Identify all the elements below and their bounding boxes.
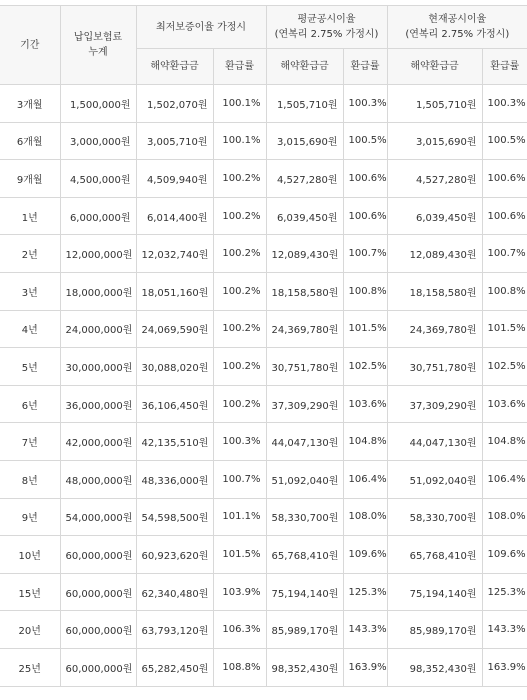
- cell-period: 9개월: [0, 160, 60, 198]
- cell-cur-amount: 37,309,290원: [387, 385, 482, 423]
- table-row: [0, 460, 527, 498]
- header-cur-line1: 현재공시이율: [428, 14, 487, 25]
- header-paid-line2: 누계: [88, 47, 108, 58]
- cell-paid: 54,000,000원: [60, 498, 136, 536]
- table-row: [0, 423, 527, 461]
- table-row: [0, 348, 527, 386]
- cell-cur-rate: 100.8%: [482, 272, 527, 310]
- cell-paid: 60,000,000원: [60, 611, 136, 649]
- header-avg-line2: (연복리 2.75% 가정시): [274, 29, 379, 40]
- cell-min-rate: 101.1%: [213, 498, 266, 536]
- header-paid-premium: [60, 6, 136, 85]
- cell-period: 7년: [0, 423, 60, 461]
- cell-cur-amount: 4,527,280원: [387, 160, 482, 198]
- table-row: [0, 160, 527, 198]
- header-group-min-guarantee: 최저보증이율 가정시: [136, 6, 266, 49]
- cell-min-rate: 106.3%: [213, 611, 266, 649]
- cell-avg-rate: 108.0%: [343, 498, 387, 536]
- cell-avg-rate: 100.8%: [343, 272, 387, 310]
- cell-paid: 12,000,000원: [60, 235, 136, 273]
- cell-avg-rate: 109.6%: [343, 536, 387, 574]
- header-avg-refund-rate: 환급률: [343, 49, 387, 85]
- cell-avg-rate: 100.6%: [343, 160, 387, 198]
- cell-period: 3년: [0, 272, 60, 310]
- cell-min-amount: 3,005,710원: [136, 122, 213, 160]
- refund-table: [0, 5, 527, 687]
- cell-avg-rate: 106.4%: [343, 460, 387, 498]
- table-row: [0, 573, 527, 611]
- cell-avg-rate: 102.5%: [343, 348, 387, 386]
- cell-avg-amount: 65,768,410원: [266, 536, 343, 574]
- cell-cur-rate: 101.5%: [482, 310, 527, 348]
- cell-min-amount: 63,793,120원: [136, 611, 213, 649]
- cell-avg-rate: 100.6%: [343, 197, 387, 235]
- cell-cur-rate: 100.3%: [482, 85, 527, 123]
- cell-cur-rate: 100.6%: [482, 160, 527, 198]
- cell-avg-amount: 30,751,780원: [266, 348, 343, 386]
- header-cur-refund-rate: 환급률: [482, 49, 527, 85]
- cell-avg-rate: 125.3%: [343, 573, 387, 611]
- cell-avg-amount: 3,015,690원: [266, 122, 343, 160]
- cell-avg-amount: 18,158,580원: [266, 272, 343, 310]
- cell-min-amount: 48,336,000원: [136, 460, 213, 498]
- cell-min-rate: 108.8%: [213, 648, 266, 686]
- cell-cur-amount: 12,089,430원: [387, 235, 482, 273]
- cell-avg-amount: 51,092,040원: [266, 460, 343, 498]
- cell-avg-amount: 1,505,710원: [266, 85, 343, 123]
- table-row: [0, 310, 527, 348]
- cell-cur-amount: 1,505,710원: [387, 85, 482, 123]
- table-header: [0, 6, 527, 85]
- cell-min-amount: 65,282,450원: [136, 648, 213, 686]
- cell-min-rate: 100.2%: [213, 160, 266, 198]
- cell-avg-rate: 100.7%: [343, 235, 387, 273]
- cell-cur-amount: 98,352,430원: [387, 648, 482, 686]
- header-min-refund-amount: 해약환급금: [136, 49, 213, 85]
- cell-period: 10년: [0, 536, 60, 574]
- cell-min-amount: 12,032,740원: [136, 235, 213, 273]
- cell-cur-amount: 44,047,130원: [387, 423, 482, 461]
- cell-cur-amount: 65,768,410원: [387, 536, 482, 574]
- cell-cur-rate: 102.5%: [482, 348, 527, 386]
- cell-avg-rate: 104.8%: [343, 423, 387, 461]
- cell-period: 15년: [0, 573, 60, 611]
- cell-min-rate: 100.2%: [213, 310, 266, 348]
- cell-period: 4년: [0, 310, 60, 348]
- cell-paid: 48,000,000원: [60, 460, 136, 498]
- cell-min-amount: 60,923,620원: [136, 536, 213, 574]
- cell-cur-rate: 100.7%: [482, 235, 527, 273]
- header-avg-line1: 평균공시이율: [297, 14, 356, 25]
- cell-paid: 36,000,000원: [60, 385, 136, 423]
- cell-cur-rate: 100.6%: [482, 197, 527, 235]
- cell-avg-rate: 100.3%: [343, 85, 387, 123]
- cell-min-amount: 36,106,450원: [136, 385, 213, 423]
- cell-period: 2년: [0, 235, 60, 273]
- cell-avg-amount: 98,352,430원: [266, 648, 343, 686]
- cell-cur-amount: 85,989,170원: [387, 611, 482, 649]
- cell-min-amount: 54,598,500원: [136, 498, 213, 536]
- cell-min-rate: 100.2%: [213, 197, 266, 235]
- cell-period: 8년: [0, 460, 60, 498]
- cell-period: 5년: [0, 348, 60, 386]
- cell-cur-rate: 103.6%: [482, 385, 527, 423]
- cell-cur-rate: 106.4%: [482, 460, 527, 498]
- header-group-avg-rate: [266, 6, 387, 49]
- table-row: [0, 385, 527, 423]
- cell-cur-amount: 30,751,780원: [387, 348, 482, 386]
- cell-min-amount: 6,014,400원: [136, 197, 213, 235]
- cell-cur-rate: 109.6%: [482, 536, 527, 574]
- header-cur-line2: (연복리 2.75% 가정시): [405, 29, 510, 40]
- cell-paid: 60,000,000원: [60, 573, 136, 611]
- table-body: [0, 85, 527, 687]
- cell-paid: 24,000,000원: [60, 310, 136, 348]
- cell-min-rate: 100.2%: [213, 385, 266, 423]
- header-cur-refund-amount: 해약환급금: [387, 49, 482, 85]
- cell-period: 6개월: [0, 122, 60, 160]
- cell-period: 20년: [0, 611, 60, 649]
- cell-period: 9년: [0, 498, 60, 536]
- cell-paid: 3,000,000원: [60, 122, 136, 160]
- cell-paid: 60,000,000원: [60, 648, 136, 686]
- cell-period: 3개월: [0, 85, 60, 123]
- cell-min-rate: 103.9%: [213, 573, 266, 611]
- cell-min-amount: 42,135,510원: [136, 423, 213, 461]
- table-row: [0, 235, 527, 273]
- cell-min-amount: 24,069,590원: [136, 310, 213, 348]
- cell-cur-amount: 18,158,580원: [387, 272, 482, 310]
- cell-min-rate: 100.1%: [213, 85, 266, 123]
- cell-cur-amount: 3,015,690원: [387, 122, 482, 160]
- table-row: [0, 611, 527, 649]
- cell-avg-rate: 101.5%: [343, 310, 387, 348]
- cell-period: 25년: [0, 648, 60, 686]
- header-min-refund-rate: 환급률: [213, 49, 266, 85]
- header-group-current-rate: [387, 6, 527, 49]
- table-row: [0, 536, 527, 574]
- table-row: [0, 122, 527, 160]
- cell-avg-amount: 58,330,700원: [266, 498, 343, 536]
- cell-min-rate: 100.2%: [213, 235, 266, 273]
- cell-avg-rate: 103.6%: [343, 385, 387, 423]
- cell-cur-rate: 143.3%: [482, 611, 527, 649]
- cell-avg-amount: 12,089,430원: [266, 235, 343, 273]
- cell-min-amount: 1,502,070원: [136, 85, 213, 123]
- cell-min-rate: 100.3%: [213, 423, 266, 461]
- cell-min-amount: 4,509,940원: [136, 160, 213, 198]
- cell-cur-rate: 104.8%: [482, 423, 527, 461]
- header-period: 기간: [0, 6, 60, 85]
- cell-avg-rate: 163.9%: [343, 648, 387, 686]
- cell-min-rate: 101.5%: [213, 536, 266, 574]
- cell-cur-amount: 6,039,450원: [387, 197, 482, 235]
- cell-paid: 42,000,000원: [60, 423, 136, 461]
- table-row: [0, 197, 527, 235]
- cell-cur-amount: 58,330,700원: [387, 498, 482, 536]
- cell-avg-rate: 143.3%: [343, 611, 387, 649]
- table-row: [0, 85, 527, 123]
- table-row: [0, 648, 527, 686]
- cell-paid: 1,500,000원: [60, 85, 136, 123]
- cell-min-amount: 18,051,160원: [136, 272, 213, 310]
- cell-period: 6년: [0, 385, 60, 423]
- cell-min-amount: 30,088,020원: [136, 348, 213, 386]
- cell-cur-rate: 163.9%: [482, 648, 527, 686]
- cell-min-rate: 100.1%: [213, 122, 266, 160]
- cell-paid: 6,000,000원: [60, 197, 136, 235]
- cell-cur-amount: 75,194,140원: [387, 573, 482, 611]
- cell-cur-amount: 51,092,040원: [387, 460, 482, 498]
- cell-avg-amount: 85,989,170원: [266, 611, 343, 649]
- cell-paid: 60,000,000원: [60, 536, 136, 574]
- cell-cur-rate: 108.0%: [482, 498, 527, 536]
- cell-avg-amount: 37,309,290원: [266, 385, 343, 423]
- cell-min-rate: 100.2%: [213, 272, 266, 310]
- cell-avg-amount: 24,369,780원: [266, 310, 343, 348]
- cell-avg-amount: 6,039,450원: [266, 197, 343, 235]
- cell-paid: 18,000,000원: [60, 272, 136, 310]
- table-row: [0, 272, 527, 310]
- cell-cur-amount: 24,369,780원: [387, 310, 482, 348]
- cell-paid: 4,500,000원: [60, 160, 136, 198]
- cell-cur-rate: 100.5%: [482, 122, 527, 160]
- cell-min-amount: 62,340,480원: [136, 573, 213, 611]
- cell-cur-rate: 125.3%: [482, 573, 527, 611]
- header-paid-line1: 납입보험료: [73, 32, 123, 43]
- table-row: [0, 498, 527, 536]
- header-avg-refund-amount: 해약환급금: [266, 49, 343, 85]
- cell-avg-amount: 4,527,280원: [266, 160, 343, 198]
- cell-avg-rate: 100.5%: [343, 122, 387, 160]
- cell-min-rate: 100.7%: [213, 460, 266, 498]
- cell-min-rate: 100.2%: [213, 348, 266, 386]
- cell-avg-amount: 44,047,130원: [266, 423, 343, 461]
- cell-avg-amount: 75,194,140원: [266, 573, 343, 611]
- cell-paid: 30,000,000원: [60, 348, 136, 386]
- cell-period: 1년: [0, 197, 60, 235]
